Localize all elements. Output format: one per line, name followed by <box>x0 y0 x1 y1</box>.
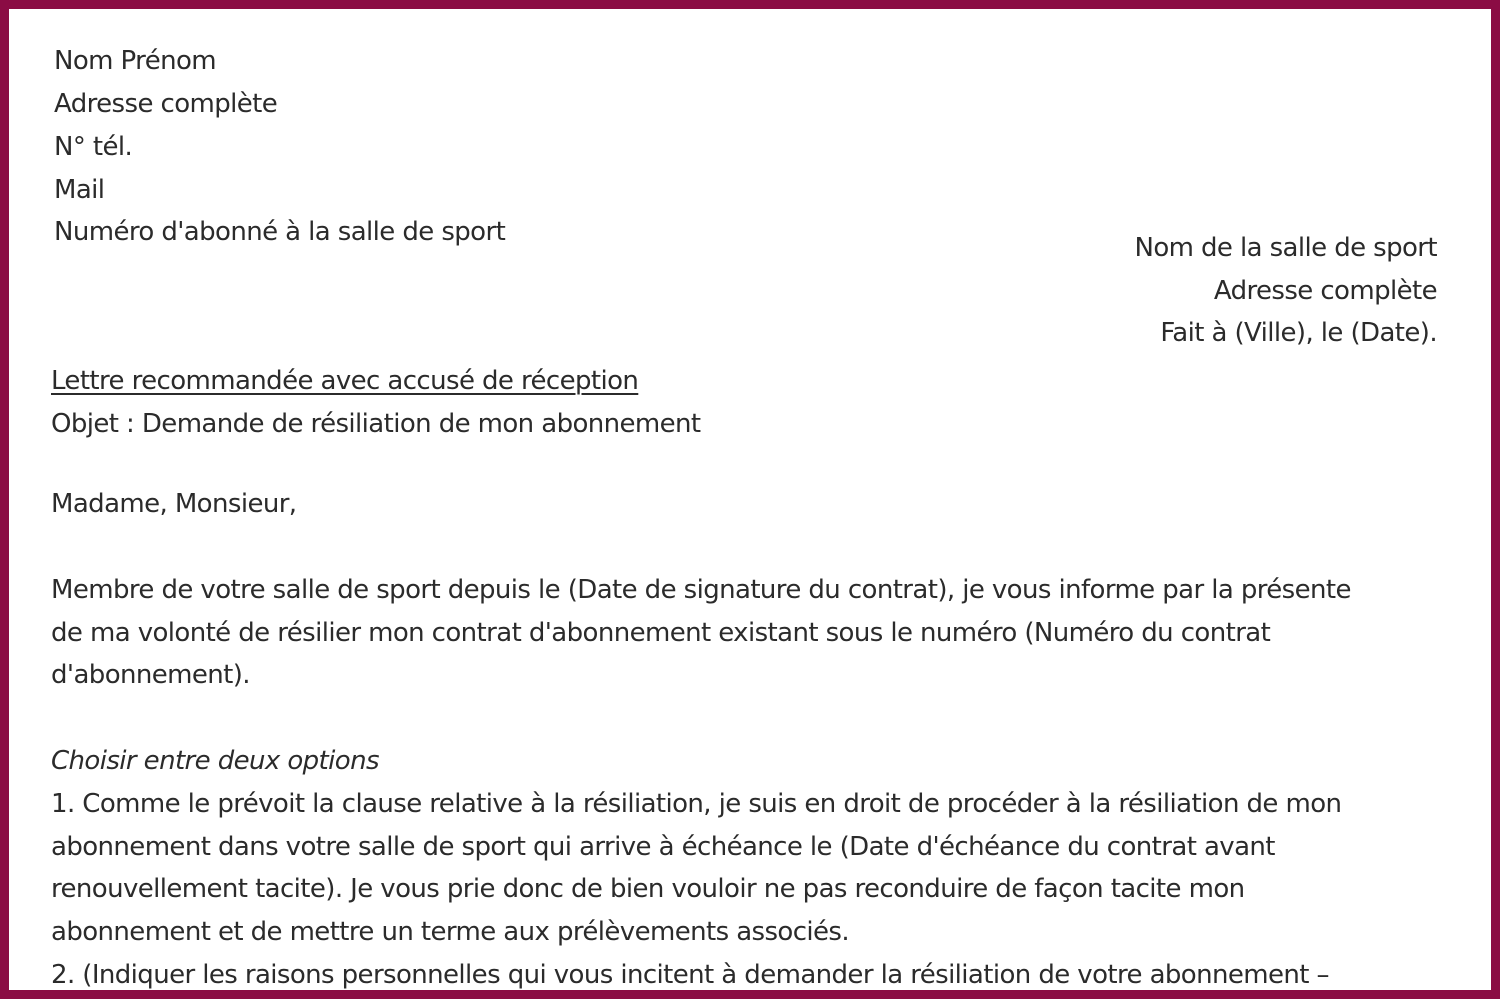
paragraph-line: de ma volonté de résilier mon contrat d'abonnement existant sous le numéro (Numéro du contrat <box>51 618 1271 648</box>
sender-mail: Mail <box>54 175 105 205</box>
option1-line: abonnement dans votre salle de sport qui arrive à échéance le (Date d'échéance du contrat avant <box>51 832 1275 862</box>
paragraph-line: Membre de votre salle de sport depuis le (Date de signature du contrat), je vous informe par la présente <box>51 575 1351 605</box>
paragraph-line: d'abonnement). <box>51 660 250 690</box>
recipient-gym-name: Nom de la salle de sport <box>1134 233 1437 263</box>
options-heading: Choisir entre deux options <box>51 746 379 776</box>
option1-line: renouvellement tacite). Je vous prie donc de bien vouloir ne pas reconduire de façon tacite mon <box>51 874 1245 904</box>
sender-subscriber-number: Numéro d'abonné à la salle de sport <box>54 217 506 247</box>
sender-name: Nom Prénom <box>54 46 216 76</box>
place-date: Fait à (Ville), le (Date). <box>1160 318 1437 348</box>
sender-phone: N° tél. <box>54 132 133 162</box>
option1-line: 1. Comme le prévoit la clause relative à la résiliation, je suis en droit de procéder à la résiliation de mon <box>51 789 1342 819</box>
salutation: Madame, Monsieur, <box>51 489 297 519</box>
sender-address: Adresse complète <box>54 89 278 119</box>
recipient-address: Adresse complète <box>1213 276 1437 306</box>
letter-subject: Objet : Demande de résiliation de mon abonnement <box>51 409 701 439</box>
option1-line: abonnement et de mettre un terme aux prélèvements associés. <box>51 917 850 947</box>
option2-line: 2. (Indiquer les raisons personnelles qui vous incitent à demander la résiliation de votre abonnement – <box>51 960 1329 990</box>
delivery-mode: Lettre recommandée avec accusé de réception <box>51 366 639 396</box>
